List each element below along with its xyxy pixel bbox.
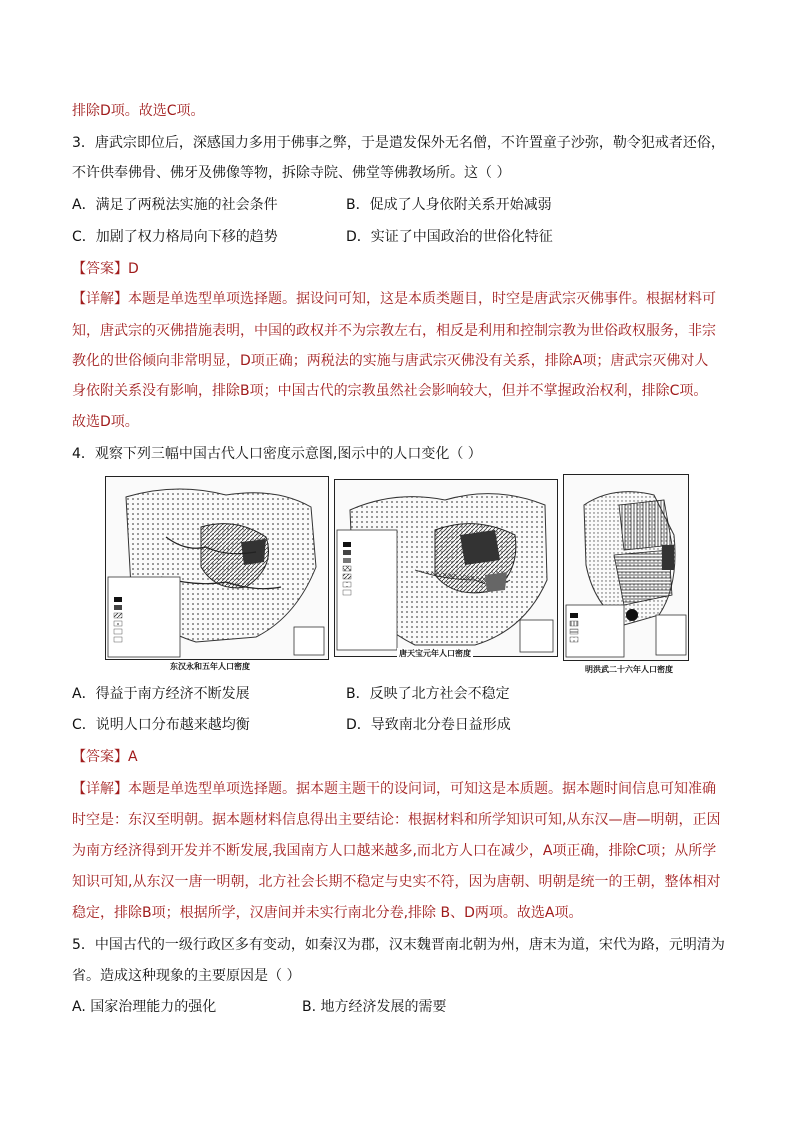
q3-detail-line1 [72,289,716,309]
q3-option-b[interactable]: B．促成了人身依附关系开始减弱 [346,197,552,213]
map-eastern-han-graphic [106,477,328,659]
detail-tag: 【详解】 [72,291,128,307]
q5-stem-line2: 省。造成这种现象的主要原因是（ ） [72,968,301,984]
answer-tag: 【答案】 [72,261,128,277]
q3-answer [72,259,139,279]
detail-text: 本题是单选型单项选择题。据设问可知，这是本质类题目，时空是唐武宗灭佛事件。根据材料可 [128,291,716,307]
q3-option-d[interactable]: D．实证了中国政治的世俗化特征 [346,229,553,245]
q5-option-b[interactable]: B. 地方经济发展的需要 [302,999,447,1015]
q4-option-a[interactable]: A．得益于南方经济不断发展 [72,686,250,702]
q5-option-a[interactable]: A. 国家治理能力的强化 [72,999,217,1015]
map-tang [334,479,558,657]
map-eastern-han [105,476,329,671]
q3-detail-line2: 知，唐武宗的灭佛措施表明，中国的政权并不为宗教左右，相反是利用和控制宗教为世俗政权服务，非宗 [72,323,716,339]
detail-text: 本题是单选型单项选择题。据本题主题干的设问词，可知这是本质题。据本题时间信息可知准确 [128,781,716,797]
map-ming-graphic [564,475,688,660]
map-tang-graphic [335,480,557,656]
q4-detail-line5: 稳定，排除B项；根据所学，汉唐间并未实行南北分卷,排除 B、D两项。故选A项。 [72,905,583,921]
q4-detail-line1 [72,779,716,799]
q4-option-d[interactable]: D．导致南北分卷日益形成 [346,717,511,733]
q4-answer [72,747,138,767]
map-caption: 东汉永和五年人口密度 [170,662,250,671]
q4-option-b[interactable]: B．反映了北方社会不稳定 [346,686,510,702]
map-ming [563,474,689,661]
q3-stem-line2: 不许供奉佛骨、佛牙及佛像等物，拆除寺院、佛堂等佛教场所。这（ ） [72,165,511,181]
q5-stem-line1: 5．中国古代的一级行政区多有变动，如秦汉为郡，汉末魏晋南北朝为州，唐末为道，宋代为路，元明清为 [72,937,725,953]
answer-value: D [128,261,139,277]
q3-detail-line4: 身依附关系没有影响，排除B项；中国古代的宗教虽然社会影响较大，但并不掌握政治权利，排除C项。 [72,383,708,399]
map-caption-ming: 明洪武二十六年人口密度 [585,665,673,674]
answer-value: A [128,749,138,765]
q3-option-a[interactable]: A．满足了两税法实施的社会条件 [72,197,278,213]
q3-stem-line1: 3．唐武宗即位后，深感国力多用于佛事之弊，于是遣发保外无名僧，不许置童子沙弥，勒令犯戒者还俗， [72,135,725,151]
q4-stem: 4．观察下列三幅中国古代人口密度示意图,图示中的人口变化（ ） [72,446,482,462]
q3-detail-line5: 故选D项。 [72,414,139,430]
q4-detail-line3: 为南方经济得到开发并不断发展,我国南方人口越来越多,而北方人口在减少，A项正确，排除C项；从所学 [72,843,717,859]
q4-option-c[interactable]: C．说明人口分布越来越均衡 [72,717,250,733]
q3-detail-line3: 教化的世俗倾向非常明显，D项正确；两税法的实施与唐武宗灭佛没有关系，排除A项；唐武宗灭佛对人 [72,353,709,369]
previous-answer-tail: 排除D项。故选C项。 [72,103,205,119]
map-caption: 唐天宝元年人口密度 [399,649,471,658]
q4-detail-line2: 时空是：东汉至明朝。据本题材料信息得出主要结论：根据材料和所学知识可知,从东汉—唐—明朝，正因 [72,812,721,828]
detail-tag: 【详解】 [72,781,128,797]
q3-option-c[interactable]: C．加剧了权力格局向下移的趋势 [72,229,278,245]
q4-detail-line4: 知识可知,从东汉一唐一明朝，北方社会长期不稳定与史实不符，因为唐朝、明朝是统一的王朝，整体相对 [72,874,721,890]
answer-tag: 【答案】 [72,749,128,765]
